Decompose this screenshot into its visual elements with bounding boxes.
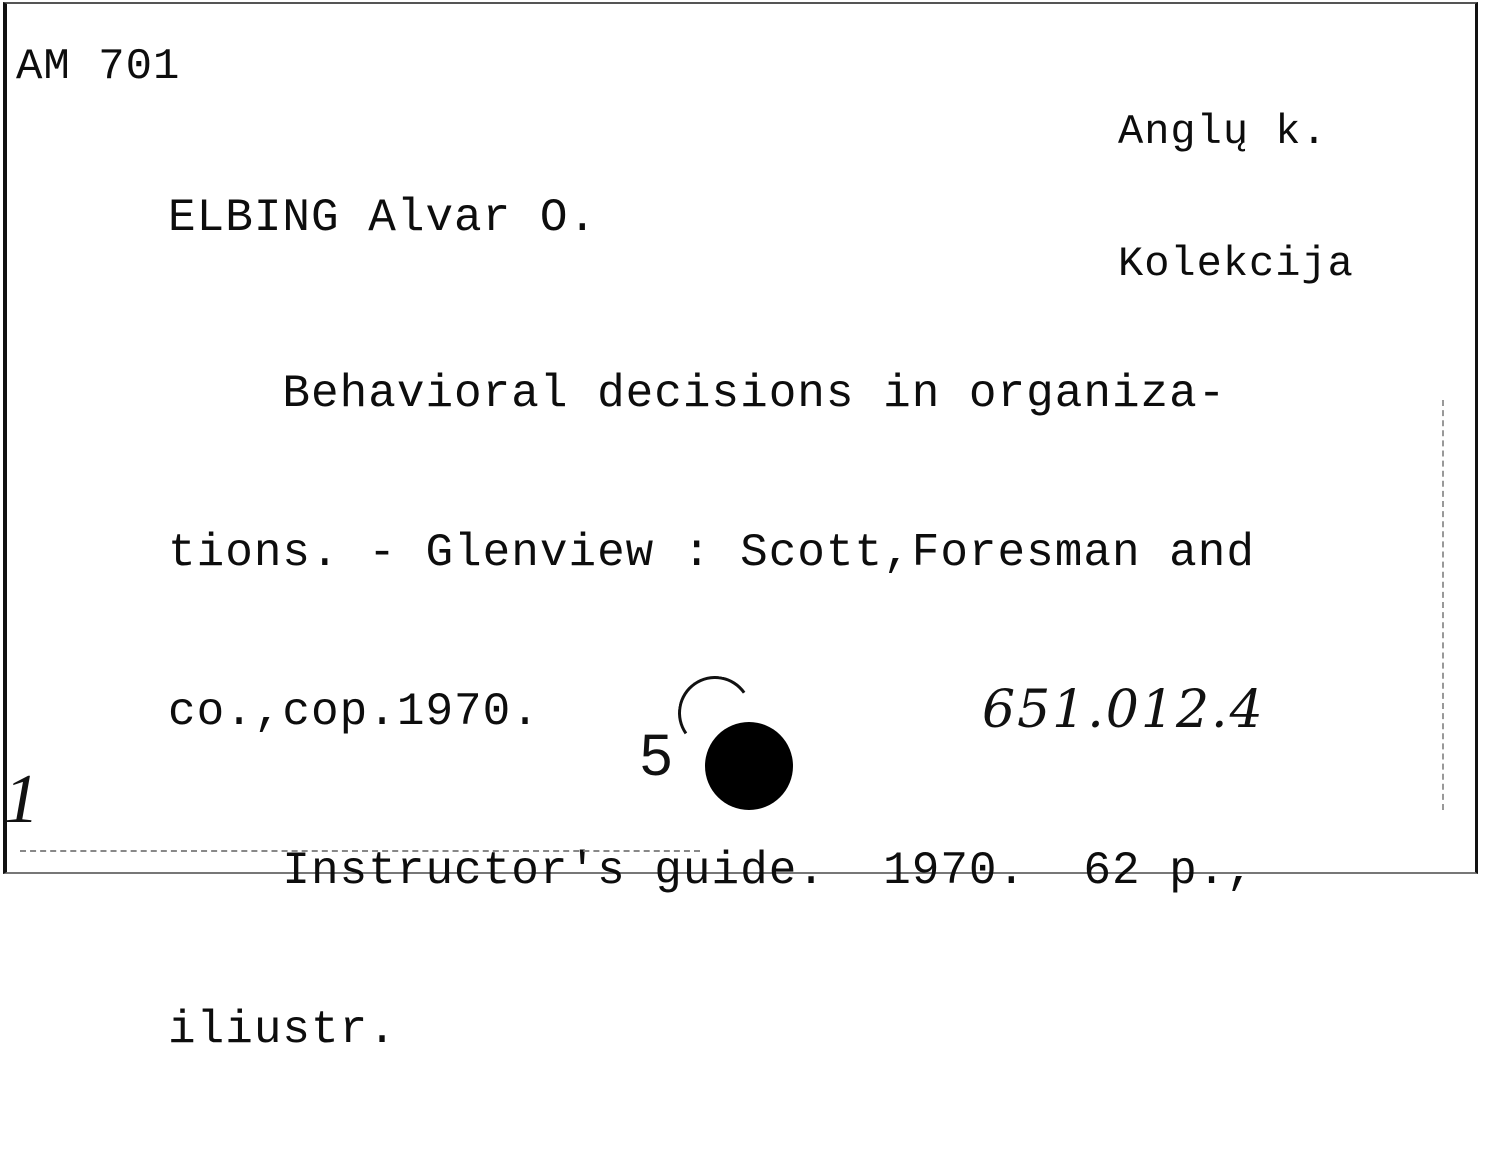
classification-number: 651.012.4 bbox=[982, 680, 1265, 740]
bottom-rule bbox=[20, 850, 700, 852]
margin-mark: 1 bbox=[4, 761, 39, 838]
description-line-2: tions. - Glenview : Scott,Foresman and bbox=[168, 527, 1255, 579]
author-heading: ELBING Alvar O. bbox=[168, 192, 598, 244]
collection-line-1: Anglų k. bbox=[1118, 108, 1328, 156]
description-line-3: co.,cop.1970. bbox=[168, 686, 540, 738]
description-line-4: Instructor's guide. 1970. 62 p., bbox=[168, 845, 1255, 897]
collection-line-2: Kolekcija bbox=[1118, 240, 1354, 288]
right-rule bbox=[1442, 400, 1444, 810]
punch-hole bbox=[705, 722, 793, 810]
description-line-1: Behavioral decisions in organiza- bbox=[168, 368, 1227, 420]
copies-count: 5 bbox=[640, 723, 673, 788]
description-line-5: iliustr. bbox=[168, 1004, 397, 1056]
shelfmark: AM 701 bbox=[16, 42, 181, 92]
